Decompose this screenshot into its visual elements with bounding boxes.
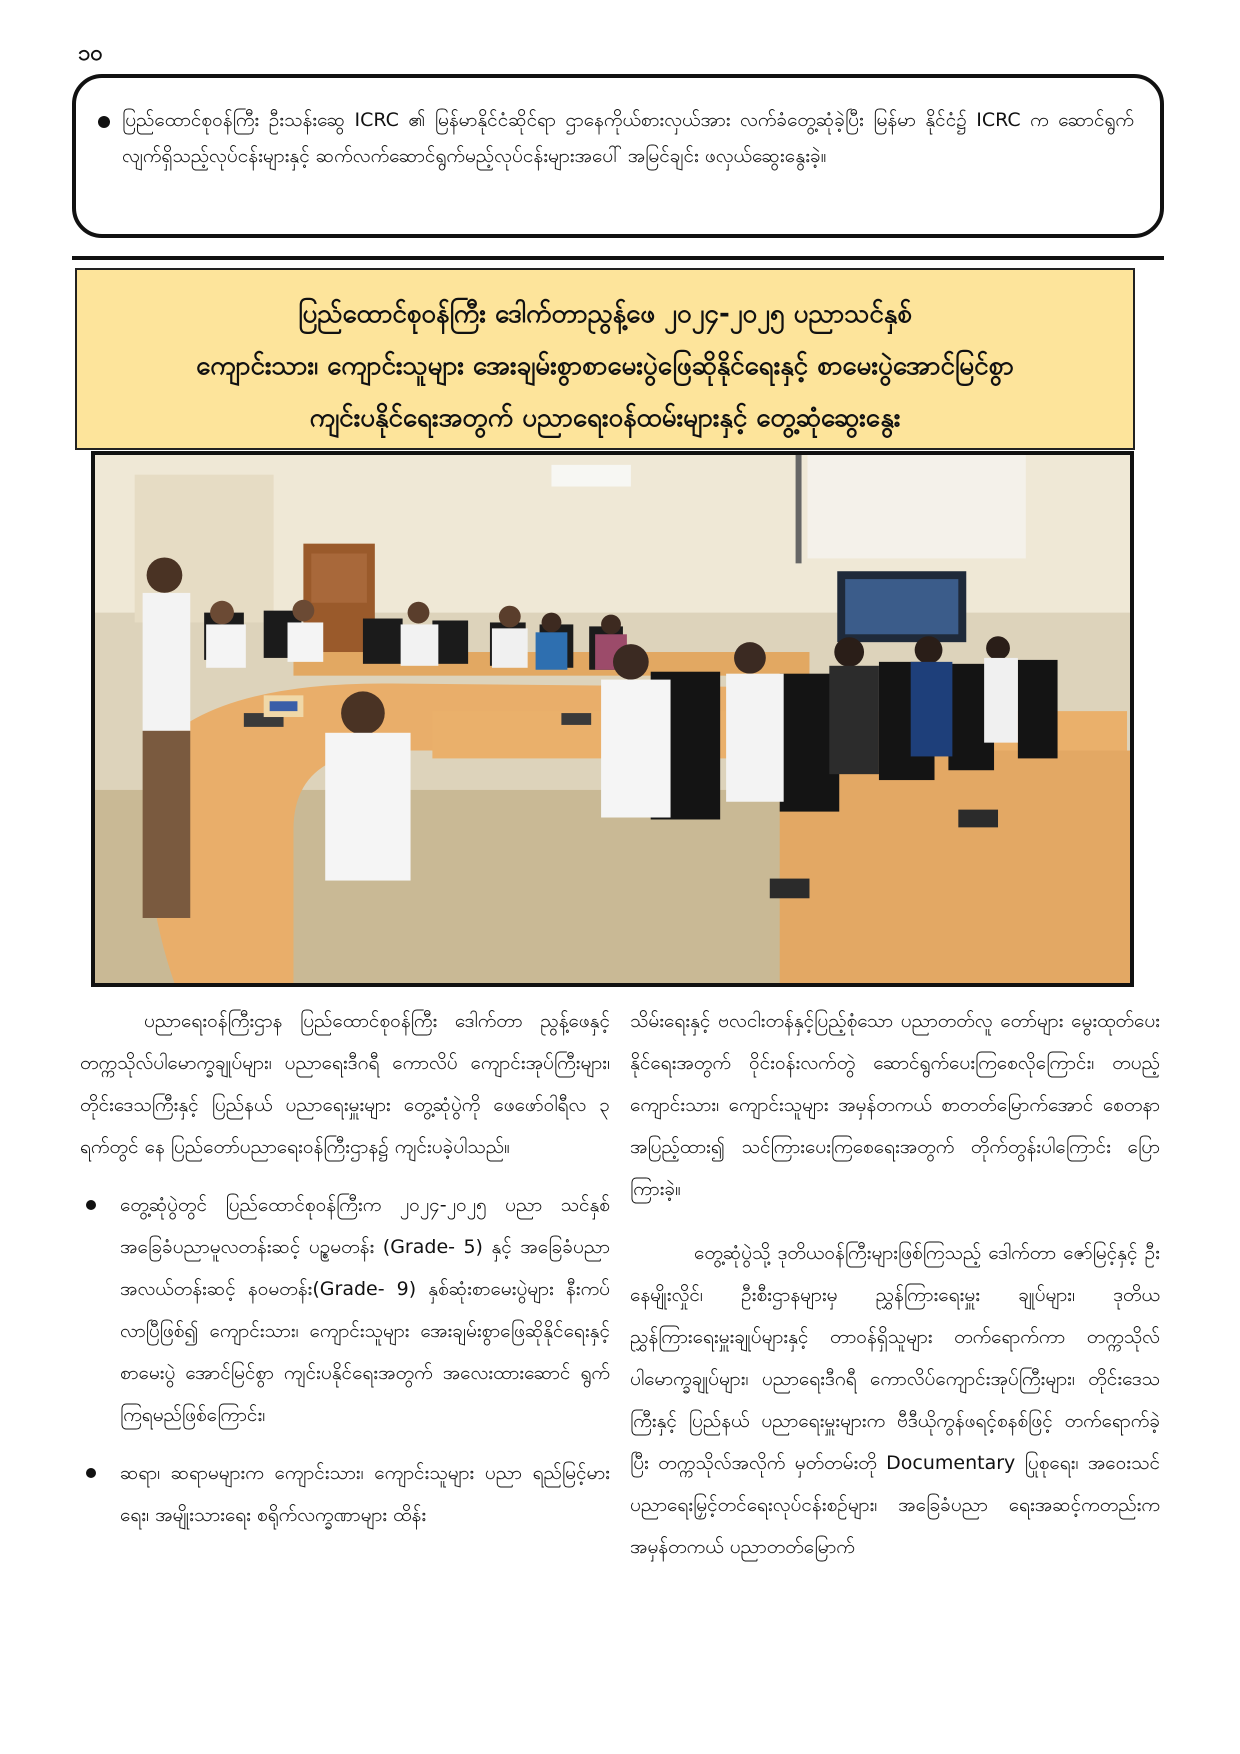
body-paragraph: တွေ့ဆုံပွဲသို့ ဒုတိယဝန်ကြီးများဖြစ်ကြသည့် ဒေါက်တာ ဇော်မြင့်နှင့် ဦးနေမျိုးလှိုင်၊ ဦးစီးဌာနများမှ ညွှန်ကြားရေးမှူး ချုပ်များ၊ ဒုတိယညွှန်ကြားရေးမှူးချုပ်များနှင့် တာဝန်ရှိသူများ တက်ရောက်ကာ တက္ကသိုလ်ပါမောက္ခချုပ်များ၊ ပညာရေးဒီဂရီ ကောလိပ်ကျောင်းအုပ်ကြီးများ၊ တိုင်းဒေသကြီးနှင့် ပြည်နယ် ပညာရေးမှူးများက ဗီဒီယိုကွန်ဖရင့်စနစ်ဖြင့် တက်ရောက်ခဲ့ ပြီး တက္ကသိုလ်အလိုက် မှတ်တမ်းတို Documentary ပြုစုရေး၊ အဝေးသင်ပညာရေးမြှင့်တင်ရေးလုပ်ငန်းစဉ်များ၊ အခြေခံပညာ ရေးအဆင့်ကတည်းက အမှန်တကယ် ပညာတတ်မြောက်: [630, 1242, 1160, 1558]
bullet-text: ဆရာ၊ ဆရာမများက ကျောင်းသား၊ ကျောင်းသူများ ပညာ ရည်မြင့်မားရေး၊ အမျိုးသားရေး စရိုက်လက္ခဏာများ ထိန်း: [120, 1462, 610, 1526]
headline-line-3: ကျင်းပနိုင်ရေးအတွက် ပညာရေးဝန်ထမ်းများနှင့် တွေ့ဆုံဆွေးနွေး: [309, 403, 901, 433]
bullet-list-item: [80, 1452, 610, 1536]
body-paragraph: ပညာရေးဝန်ကြီးဌာန ပြည်ထောင်စုဝန်ကြီး ဒေါက်တာ ညွန့်ဖေနှင့် တက္ကသိုလ်ပါမောက္ခချုပ်များ၊ ပညာရေးဒီဂရီ ကောလိပ် ကျောင်းအုပ်ကြီးများ၊ တိုင်းဒေသကြီးနှင့် ပြည်နယ် ပညာရေးမှူးများ တွေ့ဆုံပွဲကို ဖေဖော်ဝါရီလ ၃ ရက်တွင် နေ ပြည်တော်ပညာရေးဝန်ကြီးဌာန၌ ကျင်းပခဲ့ပါသည်။: [80, 1010, 610, 1158]
bullet-icon: [98, 116, 110, 128]
page-number: ၁၀: [78, 41, 103, 66]
bullet-list-item: [80, 1184, 610, 1436]
headline-line-2: ကျောင်းသား၊ ကျောင်းသူများ အေးချမ်းစွာစာမေးပွဲဖြေဆိုနိုင်ရေးနှင့် စာမေးပွဲအောင်မြင်စွာ: [196, 351, 1014, 381]
bullet-icon: [86, 1200, 96, 1210]
summary-text: ပြည်ထောင်စုဝန်ကြီး ဦးသန်းဆွေ ICRC ၏ မြန်မာနိုင်ငံဆိုင်ရာ ဌာနေကိုယ်စားလှယ်အား လက်ခံတွေ့ဆုံခဲ့ပြီး မြန်မာ နိုင်ငံ၌ ICRC က ဆောင်ရွက်လျက်ရှိသည့်လုပ်ငန်းများနှင့် ဆက်လက်ဆောင်ရွက်မည့်လုပ်ငန်းများအပေါ် အမြင်ချင်း ဖလှယ်ဆွေးနွေးခဲ့။: [122, 109, 1134, 167]
headline-line-1: ပြည်ထောင်စုဝန်ကြီး ဒေါက်တာညွန့်ဖေ ၂၀၂၄-၂၀၂၅ ပညာသင်နှစ်: [298, 299, 912, 329]
headline-box: [75, 268, 1135, 450]
meeting-photo: [91, 451, 1134, 987]
bullet-text: တွေ့ဆုံပွဲတွင် ပြည်ထောင်စုဝန်ကြီးက ၂၀၂၄-၂၀၂၅ ပညာ သင်နှစ် အခြေခံပညာမူလတန်းဆင့် ပဉ္စမတန်း (Grade- 5) နှင့် အခြေခံပညာအလယ်တန်းဆင့် နဝမတန်း(Grade- 9) နှစ်ဆုံးစာမေးပွဲများ နီးကပ်လာပြီဖြစ်၍ ကျောင်းသား၊ ကျောင်းသူများ အေးချမ်းစွာဖြေဆိုနိုင်ရေးနှင့် စာမေးပွဲ အောင်မြင်စွာ ကျင်းပနိုင်ရေးအတွက် အလေးထားဆောင် ရွက်ကြရမည်ဖြစ်ကြောင်း၊: [120, 1194, 610, 1426]
summary-box: [72, 74, 1164, 238]
divider-rule: [72, 256, 1164, 260]
left-column: [80, 1000, 610, 1536]
body-paragraph: သိမ်းရေးနှင့် ဗလငါးတန်နှင့်ပြည့်စုံသော ပညာတတ်လူ တော်များ မွေးထုတ်ပေးနိုင်ရေးအတွက် ဝိုင်းဝန်းလက်တွဲ ဆောင်ရွက်ပေးကြစေလိုကြောင်း၊ တပည့်ကျောင်းသား၊ ကျောင်းသူများ အမှန်တကယ် စာတတ်မြောက်အောင် စေတနာအပြည့်ထား၍ သင်ကြားပေးကြစေရေးအတွက် တိုက်တွန်းပါကြောင်း ပြောကြားခဲ့။: [630, 1010, 1160, 1200]
bullet-icon: [86, 1468, 96, 1478]
right-column: [630, 1000, 1160, 1568]
